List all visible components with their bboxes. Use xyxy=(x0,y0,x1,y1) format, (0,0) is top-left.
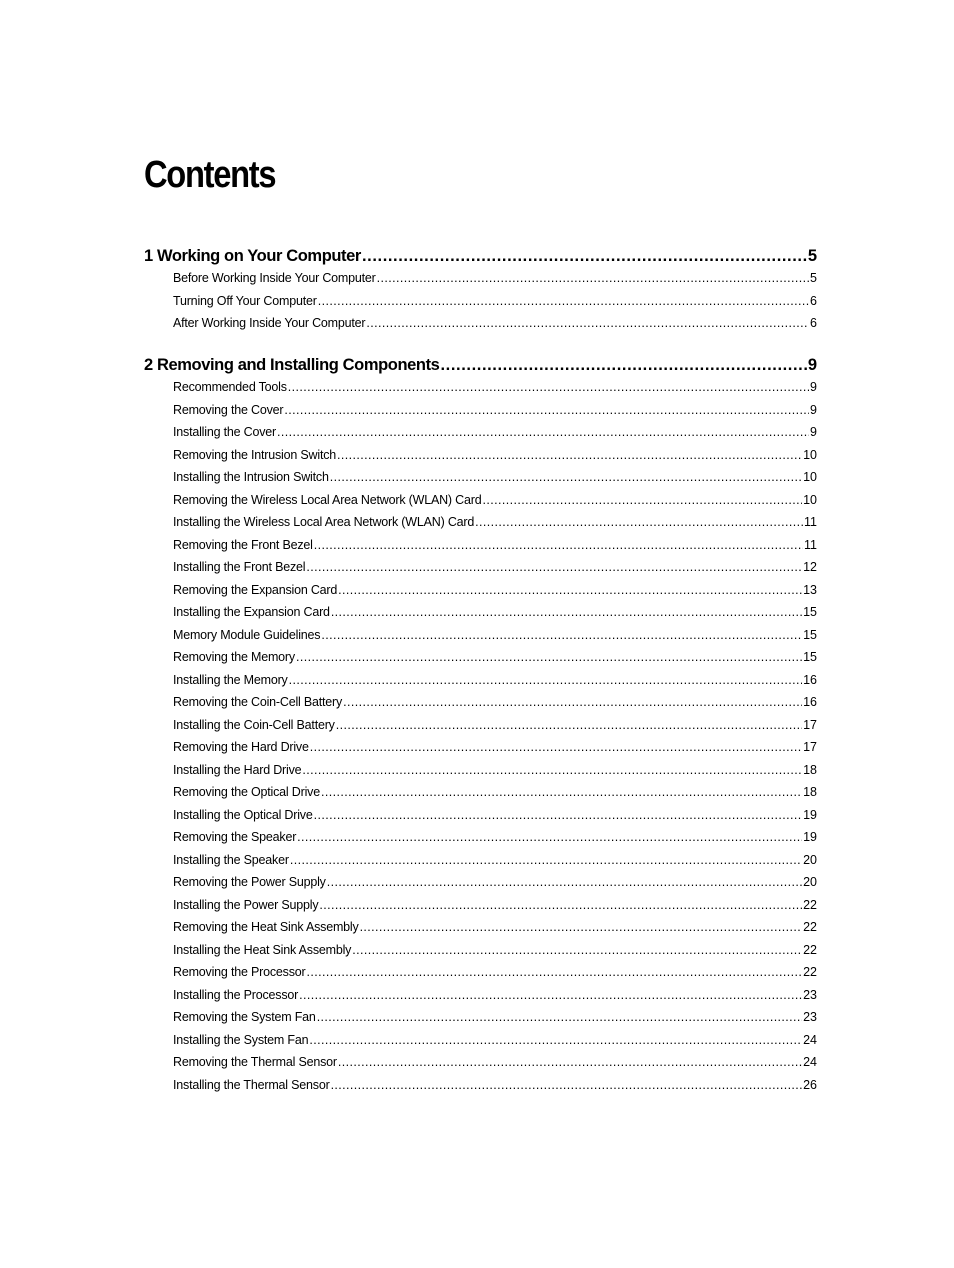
toc-dot-leader xyxy=(366,314,809,332)
toc-dot-leader xyxy=(360,918,803,936)
toc-section-entry[interactable] xyxy=(173,292,817,310)
toc-section-label: Installing the Hard Drive xyxy=(173,762,302,777)
toc-section-page-number: 17 xyxy=(803,717,817,732)
toc-section-entry[interactable] xyxy=(173,603,817,621)
toc-dot-leader xyxy=(310,738,802,756)
toc-dot-leader xyxy=(343,693,802,711)
toc-section-page-number: 11 xyxy=(804,537,817,552)
toc-section-page-number: 19 xyxy=(803,807,817,822)
toc-section-label: Removing the Memory xyxy=(173,650,295,664)
toc-section-entry[interactable] xyxy=(173,314,817,332)
toc-dot-leader xyxy=(289,671,802,689)
toc-section-entry[interactable] xyxy=(173,671,817,689)
toc-section-page-number: 9 xyxy=(810,402,817,417)
toc-section-label: Installing the Cover xyxy=(173,425,277,439)
toc-section-entry[interactable] xyxy=(173,1053,817,1071)
toc-chapter-label: 2 Removing and Installing Components xyxy=(144,356,440,374)
toc-section-label: After Working Inside Your Computer xyxy=(173,316,366,330)
toc-dot-leader xyxy=(306,963,802,981)
toc-dot-leader xyxy=(331,603,802,621)
toc-section-entry[interactable] xyxy=(173,896,817,914)
toc-section-page-number: 18 xyxy=(803,762,817,777)
toc-section-entry[interactable] xyxy=(173,558,817,576)
toc-section-page-number: 9 xyxy=(810,380,817,394)
toc-section-label: Removing the Coin-Cell Battery xyxy=(173,695,343,709)
toc-section-label: Removing the Thermal Sensor xyxy=(173,1055,337,1069)
toc-section-entry[interactable] xyxy=(173,783,817,801)
toc-section-entry[interactable] xyxy=(173,491,817,509)
toc-dot-leader xyxy=(331,1076,803,1094)
toc-section-page-number: 10 xyxy=(803,470,817,484)
toc-dot-leader xyxy=(338,1053,802,1071)
toc-section-entry[interactable] xyxy=(173,693,817,711)
toc-section-label: Removing the Intrusion Switch xyxy=(173,447,337,462)
toc-dot-leader xyxy=(309,1031,802,1049)
toc-section-label: Installing the Front Bezel xyxy=(173,560,306,574)
toc-dot-leader xyxy=(296,648,802,666)
toc-section-label: Installing the System Fan xyxy=(173,1032,309,1047)
toc-section-entry[interactable] xyxy=(173,738,817,756)
toc-section-label: Installing the Processor xyxy=(173,987,299,1002)
toc-section-page-number: 22 xyxy=(803,897,817,912)
toc-section-label: Turning Off Your Computer xyxy=(173,293,317,308)
toc-section-page-number: 15 xyxy=(803,650,817,664)
toc-dot-leader xyxy=(297,828,802,846)
toc-section-page-number: 13 xyxy=(803,582,817,597)
toc-section-page-number: 16 xyxy=(803,695,817,709)
toc-dot-leader xyxy=(318,292,809,310)
toc-dot-leader xyxy=(330,468,802,486)
toc-chapter-entry[interactable] xyxy=(144,245,817,267)
toc-section-label: Installing the Coin-Cell Battery xyxy=(173,717,335,732)
toc-dot-leader xyxy=(299,986,802,1004)
toc-section-page-number: 22 xyxy=(803,942,817,957)
toc-section-label: Memory Module Guidelines xyxy=(173,627,321,642)
toc-section-label: Removing the System Fan xyxy=(173,1010,316,1024)
toc-chapter-entry[interactable] xyxy=(144,354,817,376)
toc-section-page-number: 19 xyxy=(803,830,817,844)
toc-section-page-number: 23 xyxy=(803,1010,817,1024)
toc-dot-leader xyxy=(338,581,802,599)
toc-section-entry[interactable] xyxy=(173,626,817,644)
toc-section-entry[interactable] xyxy=(173,828,817,846)
toc-dot-leader xyxy=(288,378,809,396)
toc-dot-leader xyxy=(314,806,802,824)
toc-section-entry[interactable] xyxy=(173,851,817,869)
toc-section-entry[interactable] xyxy=(173,1076,817,1094)
toc-section-page-number: 23 xyxy=(803,987,817,1002)
toc-section-label: Removing the Optical Drive xyxy=(173,785,320,799)
toc-section-page-number: 26 xyxy=(803,1077,817,1092)
toc-section-entry[interactable] xyxy=(173,401,817,419)
toc-section-label: Removing the Speaker xyxy=(173,830,297,844)
toc-dot-leader xyxy=(277,423,809,441)
toc-dot-leader xyxy=(482,491,802,509)
toc-section-page-number: 11 xyxy=(804,515,817,529)
toc-dot-leader xyxy=(317,1008,802,1026)
toc-section-label: Removing the Processor xyxy=(173,965,306,979)
toc-dot-leader xyxy=(319,896,802,914)
toc-dot-leader xyxy=(362,245,807,267)
toc-section-label: Removing the Cover xyxy=(173,402,284,417)
toc-section-entry[interactable] xyxy=(173,1008,817,1026)
toc-section-label: Installing the Wireless Local Area Network (WLAN) Card xyxy=(173,515,475,529)
toc-dot-leader xyxy=(327,873,802,891)
toc-section-entry[interactable] xyxy=(173,581,817,599)
toc-section-label: Installing the Expansion Card xyxy=(173,605,330,619)
toc-section-label: Installing the Memory xyxy=(173,672,288,687)
toc-dot-leader xyxy=(321,783,802,801)
toc-section-label: Installing the Thermal Sensor xyxy=(173,1077,330,1092)
toc-section-page-number: 22 xyxy=(803,920,817,934)
toc-dot-leader xyxy=(306,558,802,576)
toc-section-page-number: 24 xyxy=(803,1032,817,1047)
toc-section-label: Installing the Speaker xyxy=(173,852,289,867)
toc-section-entry[interactable] xyxy=(173,536,817,554)
toc-chapter-page-number: 9 xyxy=(807,356,817,374)
toc-dot-leader xyxy=(321,626,802,644)
toc-section-entry[interactable] xyxy=(173,806,817,824)
toc-section-label: Removing the Heat Sink Assembly xyxy=(173,920,359,934)
toc-section-page-number: 6 xyxy=(810,293,817,308)
toc-section-entry[interactable] xyxy=(173,446,817,464)
toc-section-page-number: 5 xyxy=(810,271,817,285)
toc-dot-leader xyxy=(352,941,802,959)
toc-dot-leader xyxy=(336,716,802,734)
toc-section-label: Installing the Power Supply xyxy=(173,897,319,912)
toc-section-page-number: 9 xyxy=(810,425,817,439)
toc-section-entry[interactable] xyxy=(173,716,817,734)
toc-dot-leader xyxy=(440,354,806,376)
toc-section-entry[interactable] xyxy=(173,873,817,891)
toc-section-label: Removing the Front Bezel xyxy=(173,537,313,552)
toc-section-label: Before Working Inside Your Computer xyxy=(173,271,376,285)
toc-section-page-number: 20 xyxy=(803,852,817,867)
page-title: Contents xyxy=(144,154,276,196)
toc-section-label: Removing the Hard Drive xyxy=(173,740,309,754)
toc-section-page-number: 16 xyxy=(803,672,817,687)
toc-section-page-number: 24 xyxy=(803,1055,817,1069)
toc-section-page-number: 10 xyxy=(803,447,817,462)
toc-section-page-number: 15 xyxy=(803,605,817,619)
toc-section-entry[interactable] xyxy=(173,941,817,959)
toc-section-page-number: 18 xyxy=(803,785,817,799)
toc-section-label: Installing the Optical Drive xyxy=(173,807,313,822)
toc-section-page-number: 6 xyxy=(810,316,817,330)
toc-dot-leader xyxy=(377,269,809,287)
toc-section-entry[interactable] xyxy=(173,986,817,1004)
toc-dot-leader xyxy=(284,401,809,419)
toc-section-page-number: 10 xyxy=(803,492,817,507)
toc-section-label: Removing the Wireless Local Area Network (WLAN) Card xyxy=(173,492,482,507)
toc-section-label: Removing the Power Supply xyxy=(173,875,326,889)
toc-dot-leader xyxy=(475,513,803,531)
toc-section-label: Installing the Heat Sink Assembly xyxy=(173,942,352,957)
toc-section-entry[interactable] xyxy=(173,513,817,531)
toc-dot-leader xyxy=(290,851,802,869)
toc-section-entry[interactable] xyxy=(173,918,817,936)
toc-section-entry[interactable] xyxy=(173,761,817,779)
toc-section-entry[interactable] xyxy=(173,1031,817,1049)
toc-section-entry[interactable] xyxy=(173,423,817,441)
toc-chapter-label: 1 Working on Your Computer xyxy=(144,247,361,265)
toc-section-entry[interactable] xyxy=(173,963,817,981)
toc-section-page-number: 22 xyxy=(803,965,817,979)
toc-section-entry[interactable] xyxy=(173,269,817,287)
toc-dot-leader xyxy=(337,446,802,464)
toc-section-label: Installing the Intrusion Switch xyxy=(173,470,329,484)
toc-dot-leader xyxy=(314,536,803,554)
toc-section-page-number: 12 xyxy=(803,560,817,574)
toc-section-page-number: 15 xyxy=(803,627,817,642)
toc-section-label: Removing the Expansion Card xyxy=(173,582,338,597)
toc-section-page-number: 20 xyxy=(803,875,817,889)
toc-section-label: Recommended Tools xyxy=(173,380,287,394)
toc-section-entry[interactable] xyxy=(173,468,817,486)
toc-chapter-page-number: 5 xyxy=(807,247,817,265)
toc-section-page-number: 17 xyxy=(803,740,817,754)
toc-section-entry[interactable] xyxy=(173,648,817,666)
toc-dot-leader xyxy=(302,761,802,779)
toc-section-entry[interactable] xyxy=(173,378,817,396)
